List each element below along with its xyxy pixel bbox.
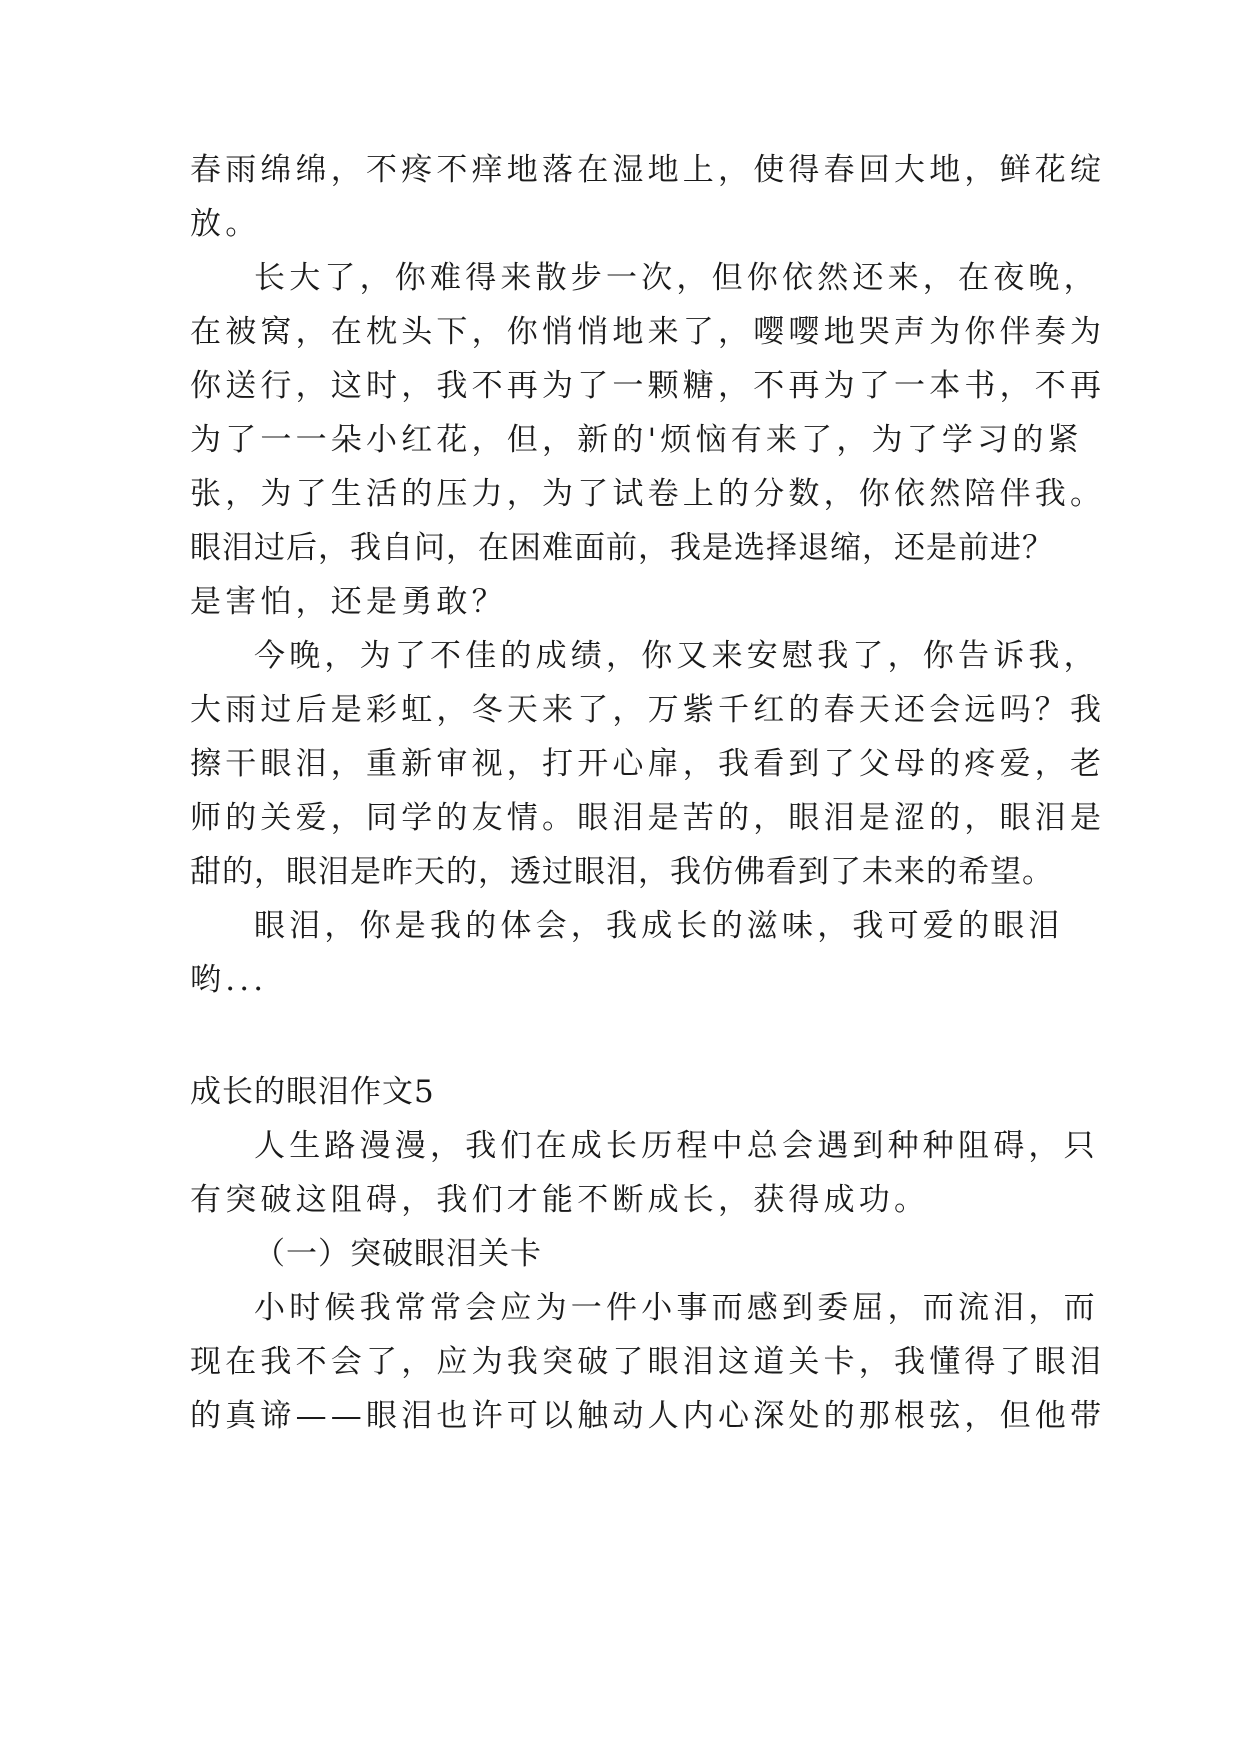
subsection-heading: （一）突破眼泪关卡 — [254, 1236, 542, 1272]
paragraph-start-line: 眼泪，你是我的体会，我成长的滋味，我可爱的眼泪 — [254, 908, 1064, 944]
text-line: 放。 — [190, 206, 261, 242]
text-line: 擦干眼泪，重新审视，打开心扉，我看到了父母的疼爱，老 — [190, 746, 1106, 782]
text-line: 你送行，这时，我不再为了一颗糖，不再为了一本书，不再 — [190, 368, 1106, 404]
text-line: 现在我不会了，应为我突破了眼泪这道关卡，我懂得了眼泪 — [190, 1344, 1106, 1380]
text-line: 在被窝，在枕头下，你悄悄地来了，嘤嘤地哭声为你伴奏为 — [190, 314, 1106, 350]
paragraph-start-line: 今晚，为了不佳的成绩，你又来安慰我了，你告诉我， — [254, 638, 1099, 674]
text-line: 的真谛——眼泪也许可以触动人内心深处的那根弦，但他带 — [190, 1398, 1106, 1434]
text-line: 是害怕，还是勇敢？ — [190, 584, 507, 620]
text-line: 甜的，眼泪是昨天的，透过眼泪，我仿佛看到了未来的希望。 — [190, 854, 1054, 890]
paragraph-start-line: 人生路漫漫，我们在成长历程中总会遇到种种阻碍，只 — [254, 1128, 1099, 1164]
text-line: 春雨绵绵，不疼不痒地落在湿地上，使得春回大地，鲜花绽 — [190, 152, 1106, 188]
text-line: 眼泪过后，我自问，在困难面前，我是选择退缩，还是前进？ — [190, 530, 1054, 566]
text-line: 张，为了生活的压力，为了试卷上的分数，你依然陪伴我。 — [190, 476, 1106, 512]
paragraph-start-line: 小时候我常常会应为一件小事而感到委屈，而流泪，而 — [254, 1290, 1099, 1326]
text-line: 大雨过后是彩虹，冬天来了，万紫千红的春天还会远吗？我 — [190, 692, 1106, 728]
text-line: 哟... — [190, 962, 268, 998]
text-line: 为了一一朵小红花，但，新的'烦恼有来了，为了学习的紧 — [190, 422, 1083, 458]
section-heading: 成长的眼泪作文5 — [190, 1074, 435, 1110]
text-line: 有突破这阻碍，我们才能不断成长，获得成功。 — [190, 1182, 930, 1218]
paragraph-start-line: 长大了，你难得来散步一次，但你依然还来，在夜晚， — [254, 260, 1099, 296]
text-line: 师的关爱，同学的友情。眼泪是苦的，眼泪是涩的，眼泪是 — [190, 800, 1106, 836]
